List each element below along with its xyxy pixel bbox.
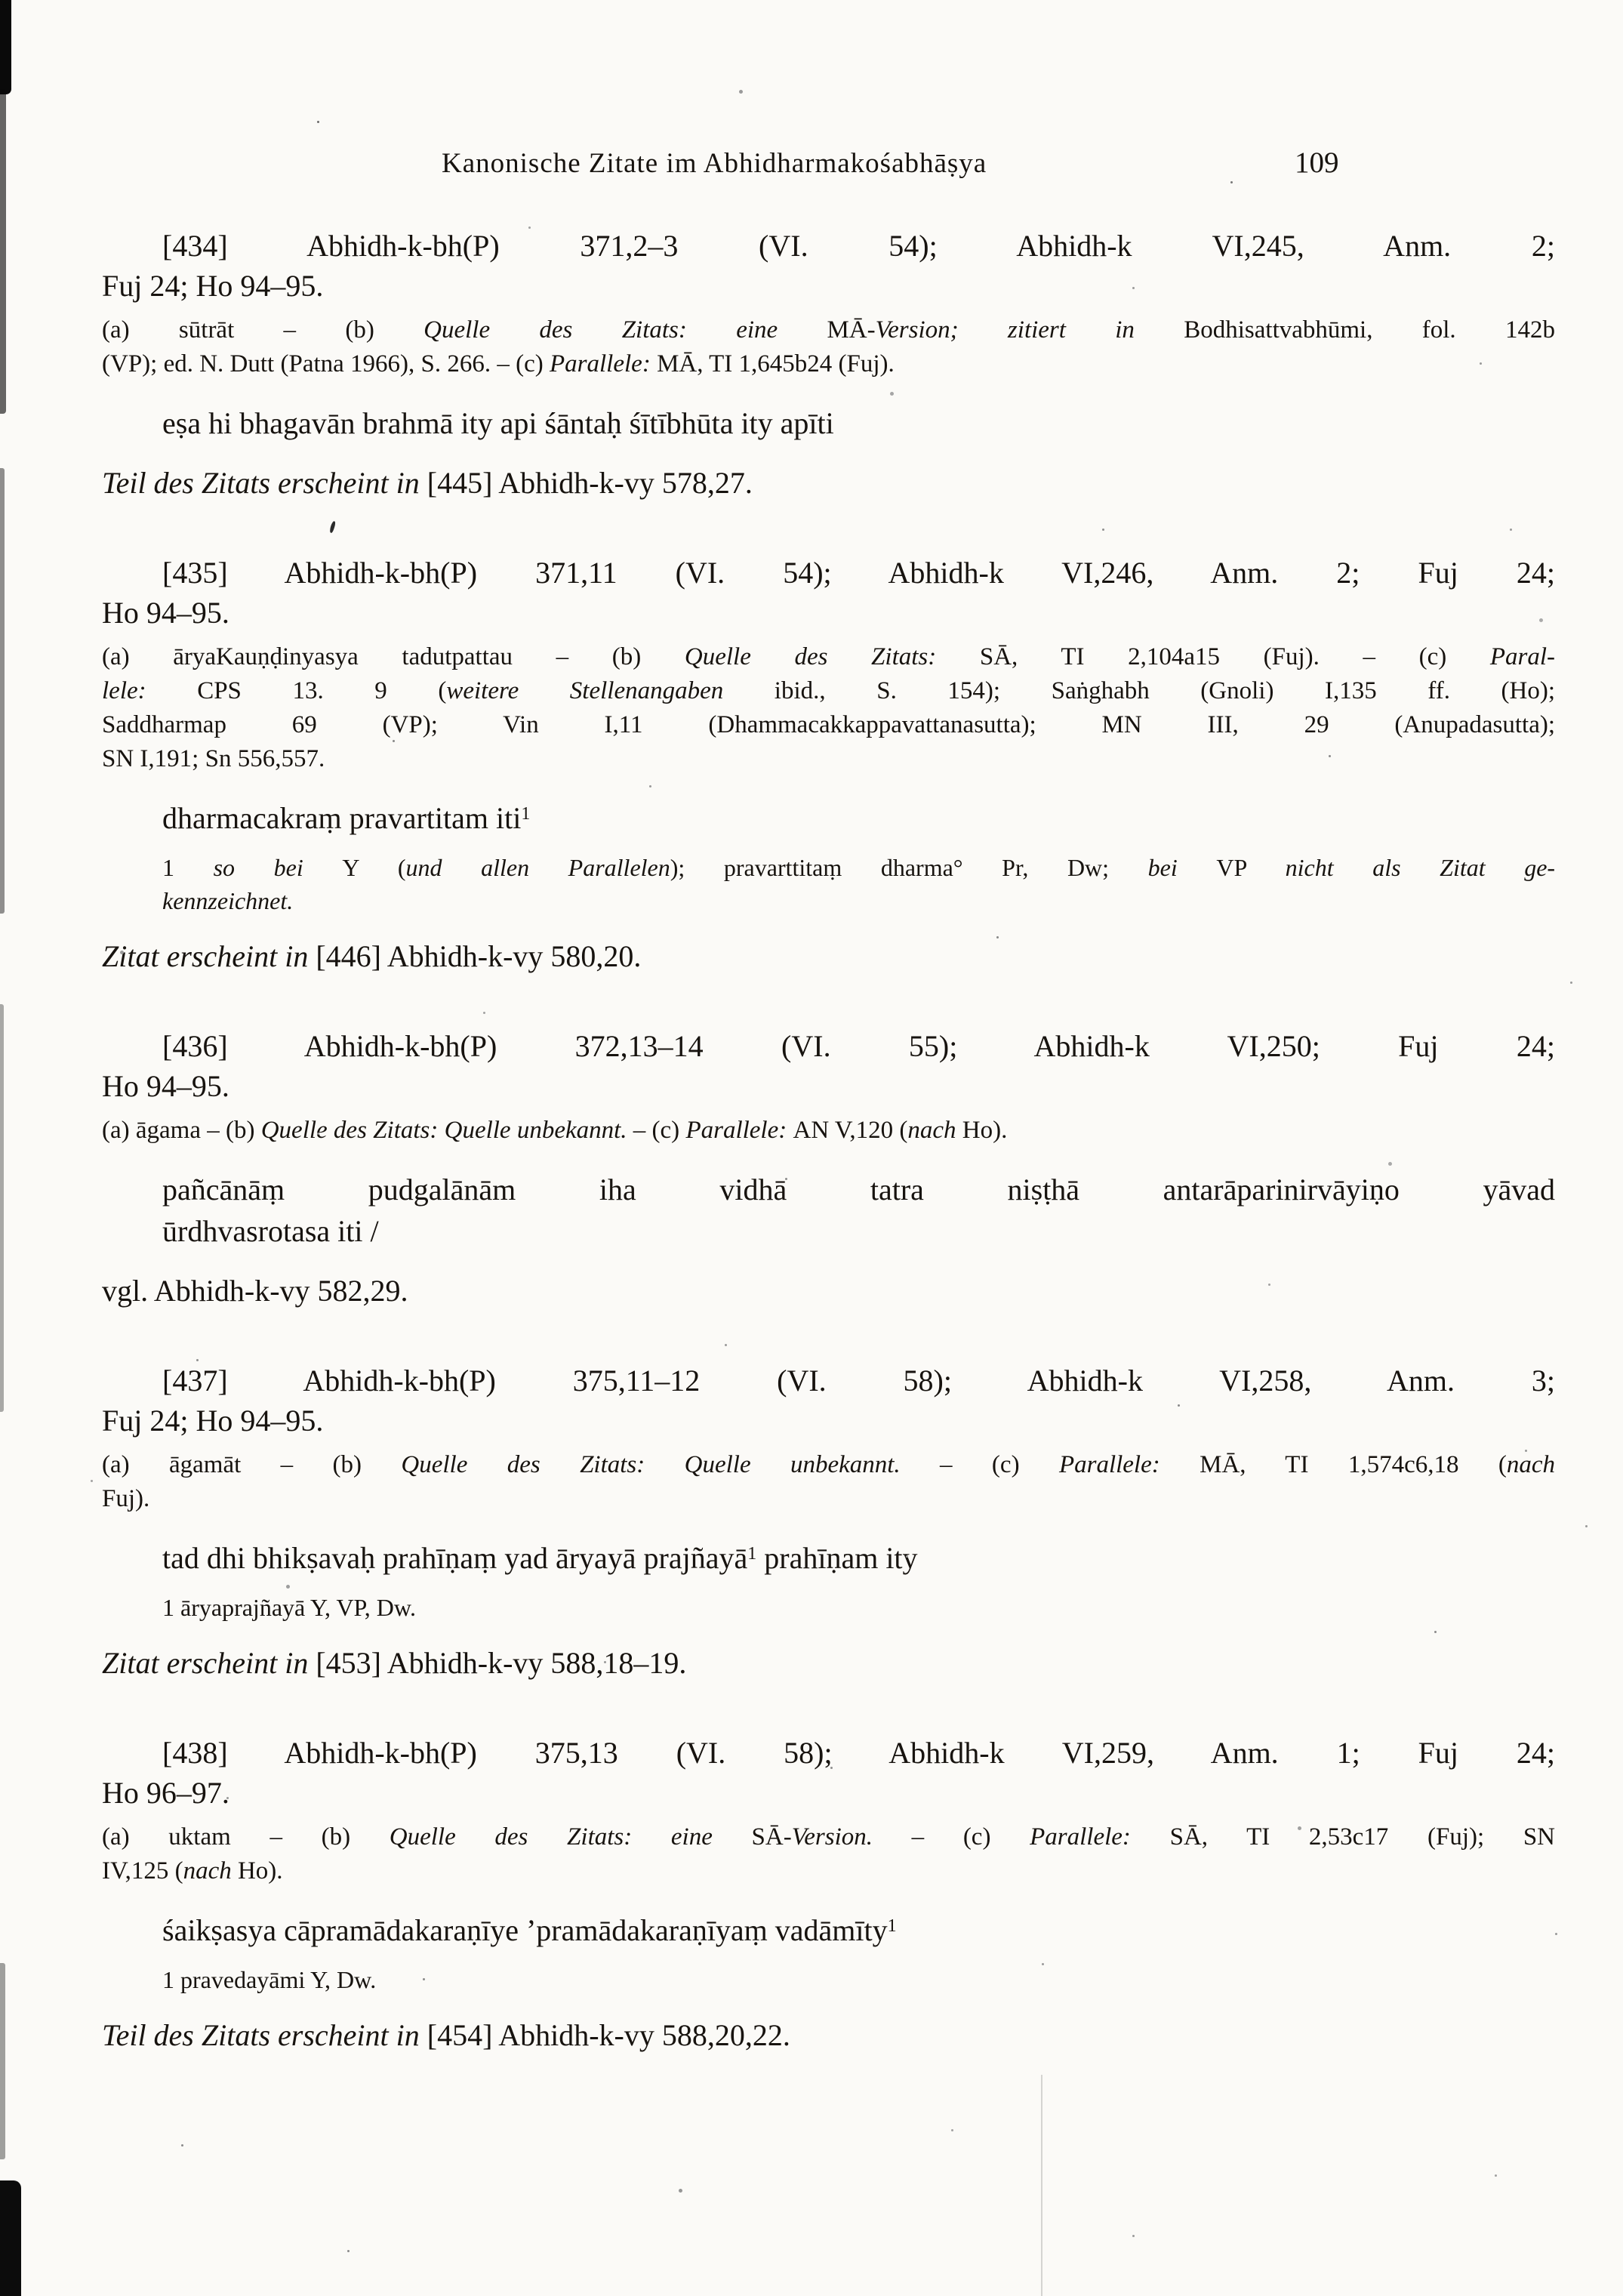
entry-437 [102,1361,1555,1683]
entry-footnote: 1 āryaprajñayā Y, VP, Dw. [162,1594,416,1621]
page-fold-line [1041,2075,1042,2296]
entry-436 [102,1026,1555,1311]
running-header-title: Kanonische Zitate im Abhidharmakośabhāṣya [442,148,987,179]
entry-cross-reference: vgl. Abhidh-k-vy 582,29. [102,1274,408,1308]
entry-notes: (a) sūtrāt – (b) Quelle des Zitats: eine MĀ-Version; zitiert in Bodhisattvabhūmi, fol. 142b (VP); ed. N. Dutt (Patna 1966), S. 266. – (c) Parallele: MĀ, TI 1,645b24 (Fuj). [102,316,1555,378]
entry-quote-sanskrit: eṣa hi bhagavān brahmā ity api śāntaḥ śītībhūta ity apīti [162,406,834,440]
binding-shadow-top [0,0,11,94]
entry-quote-sanskrit: tad dhi bhikṣavaḥ prahīṇaṃ yad āryayā prajñayā$^1$ prahīṇam ity [162,1541,918,1575]
page-number: 109 [1295,146,1339,179]
entry-head: [436] Abhidh-k-bh(P) 372,13–14 (VI. 55); Abhidh-k VI,250; Fuj 24; Ho 94–95. [102,1029,1555,1103]
entry-head: [435] Abhidh-k-bh(P) 371,11 (VI. 54); Abhidh-k VI,246, Anm. 2; Fuj 24; Ho 94–95. [102,556,1555,630]
entry-notes: (a) āgamāt – (b) Quelle des Zitats: Quelle unbekannt. – (c) Parallele: MĀ, TI 1,574c6,18 (nach Fuj). [102,1451,1555,1512]
entry-footnote: 1 pravedayāmi Y, Dw. [162,1966,377,1993]
entry-cross-reference: Teil des Zitats erscheint in [454] Abhidh-k-vy 588,20,22. [102,2018,790,2052]
entry-cross-reference: Zitat erscheint in [446] Abhidh-k-vy 580,20. [102,939,642,973]
entry-cross-reference: Teil des Zitats erscheint in [445] Abhidh-k-vy 578,27. [102,466,753,500]
text-block [102,0,1555,2055]
entry-quote-sanskrit: dharmacakraṃ pravartitam iti$^1$ [162,801,531,835]
entry-head: [434] Abhidh-k-bh(P) 371,2–3 (VI. 54); Abhidh-k VI,245, Anm. 2; Fuj 24; Ho 94–95. [102,229,1555,303]
binding-shadow [0,468,5,914]
binding-shadow [0,1963,5,2159]
binding-shadow-bottom [0,2180,21,2296]
scan-specks [0,0,2,2]
entry-notes: (a) āgama – (b) Quelle des Zitats: Quelle unbekannt. – (c) Parallele: AN V,120 (nach Ho). [102,1117,1008,1144]
entry-434 [102,226,1555,503]
entry-head: [437] Abhidh-k-bh(P) 375,11–12 (VI. 58); Abhidh-k VI,258, Anm. 3; Fuj 24; Ho 94–95. [102,1364,1555,1438]
entry-435 [102,553,1555,976]
entry-438 [102,1733,1555,2055]
entry-notes: (a) āryaKauṇḍinyasya tadutpattau – (b) Quelle des Zitats: SĀ, TI 2,104a15 (Fuj). – (c) Paral- lele: CPS 13. 9 (weitere Stellenangaben ibid., S. 154); Saṅghabh (Gnoli) I,135 ff. (Ho); Saddharmap 69 (VP); Vin I,11 (Dhammacakkappavattanasutta); MN III, 29 (Anupadasutta); SN I,191; Sn 556,557. [102,643,1555,772]
entry-cross-reference: Zitat erscheint in [453] Abhidh-k-vy 588,18–19. [102,1646,687,1680]
entry-footnote: 1 so bei Y (und allen Parallelen); pravarttitaṃ dharma° Pr, Dw; bei VP nicht als Zitat ge- kennzeichnet. [162,854,1556,914]
binding-shadow [0,89,6,414]
running-header [102,147,1555,186]
binding-shadow [0,1004,4,1412]
entry-quote-sanskrit: śaikṣasya cāpramādakaraṇīye ’pramādakaraṇīyaṃ vadāmīty$^1$ [162,1913,897,1947]
entry-notes: (a) uktam – (b) Quelle des Zitats: eine SĀ-Version. – (c) Parallele: SĀ, TI 2,53c17 (Fuj); SN IV,125 (nach Ho). [102,1823,1555,1885]
entry-quote-sanskrit: pañcānāṃ pudgalānām iha vidhā tatra niṣṭhā antarāparinirvāyiṇo yāvad ūrdhvasrotasa iti / [162,1173,1555,1248]
entry-head: [438] Abhidh-k-bh(P) 375,13 (VI. 58); Abhidh-k VI,259, Anm. 1; Fuj 24; Ho 96–97. [102,1736,1555,1810]
